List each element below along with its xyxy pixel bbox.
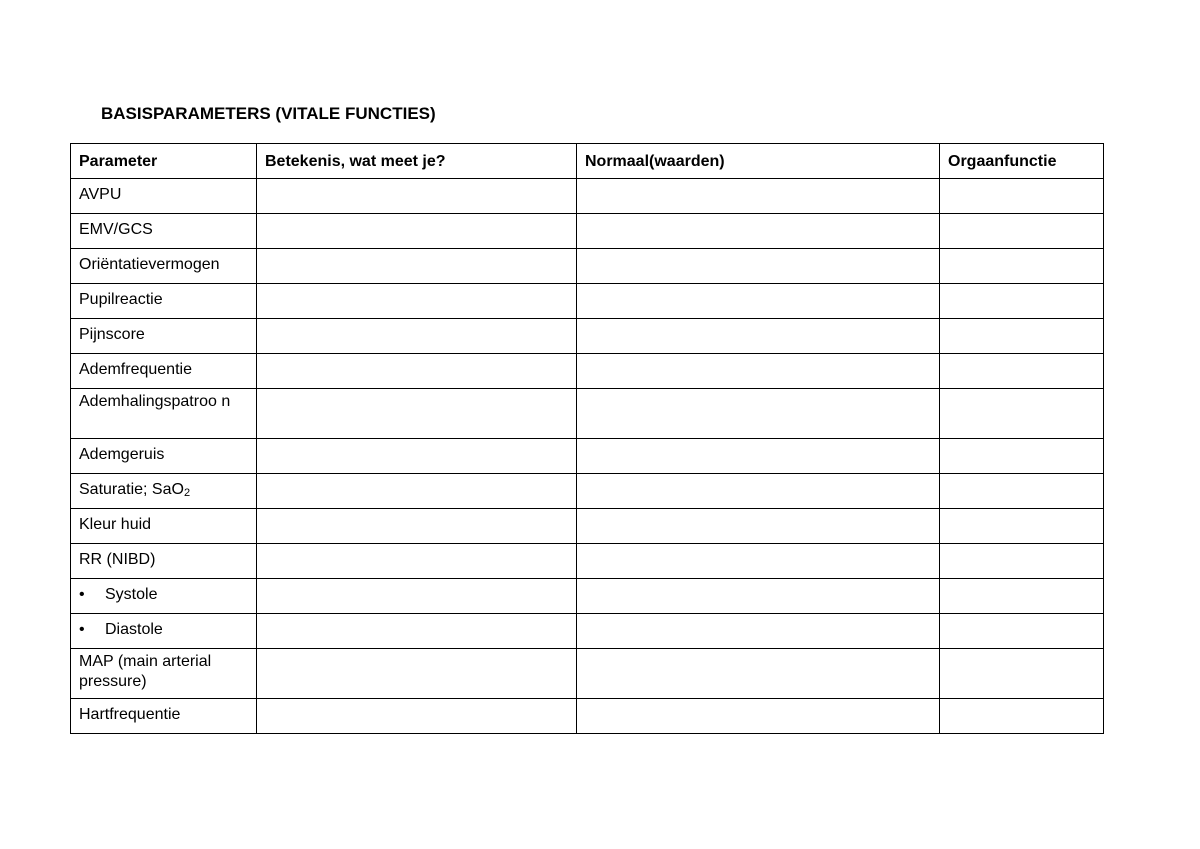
table-row (71, 179, 1104, 214)
parameter-cell: AVPU (71, 179, 257, 214)
orgaanfunctie-cell[interactable] (940, 544, 1104, 579)
betekenis-cell[interactable] (257, 579, 577, 614)
parameter-cell: MAP (main arterial pressure) (71, 649, 257, 699)
parameter-cell: Ademhalingspatroo n (71, 389, 257, 439)
betekenis-cell[interactable] (257, 354, 577, 389)
table-row (71, 284, 1104, 319)
table-row (71, 474, 1104, 509)
normaalwaarden-cell[interactable] (577, 474, 940, 509)
saturatie-subscript: 2 (183, 487, 191, 499)
parameter-cell: Ademgeruis (71, 439, 257, 474)
table-row (71, 214, 1104, 249)
orgaanfunctie-cell[interactable] (940, 439, 1104, 474)
parameter-cell: Oriëntatievermogen (71, 249, 257, 284)
normaalwaarden-cell[interactable] (577, 579, 940, 614)
parameter-cell: Kleur huid (71, 509, 257, 544)
orgaanfunctie-cell[interactable] (940, 649, 1104, 699)
betekenis-cell[interactable] (257, 649, 577, 699)
parameter-cell: Pupilreactie (71, 284, 257, 319)
table-row (71, 319, 1104, 354)
betekenis-cell[interactable] (257, 389, 577, 439)
parameter-cell: EMV/GCS (71, 214, 257, 249)
orgaanfunctie-cell[interactable] (940, 179, 1104, 214)
table-row (71, 389, 1104, 439)
betekenis-cell[interactable] (257, 249, 577, 284)
normaalwaarden-cell[interactable] (577, 249, 940, 284)
header-betekenis: Betekenis, wat meet je? (257, 144, 577, 179)
normaalwaarden-cell[interactable] (577, 389, 940, 439)
parameter-cell: Hartfrequentie (71, 699, 257, 734)
header-parameter: Parameter (71, 144, 257, 179)
betekenis-cell[interactable] (257, 614, 577, 649)
betekenis-cell[interactable] (257, 544, 577, 579)
table-header-row (71, 144, 1104, 179)
orgaanfunctie-cell[interactable] (940, 214, 1104, 249)
table-row (71, 614, 1104, 649)
normaalwaarden-cell[interactable] (577, 439, 940, 474)
normaalwaarden-cell[interactable] (577, 284, 940, 319)
orgaanfunctie-cell[interactable] (940, 699, 1104, 734)
table-row (71, 439, 1104, 474)
orgaanfunctie-cell[interactable] (940, 319, 1104, 354)
bullet-icon: • (79, 621, 85, 638)
orgaanfunctie-cell[interactable] (940, 614, 1104, 649)
normaalwaarden-cell[interactable] (577, 354, 940, 389)
table-row (71, 509, 1104, 544)
normaalwaarden-cell[interactable] (577, 699, 940, 734)
parameter-cell: Pijnscore (71, 319, 257, 354)
table-row (71, 579, 1104, 614)
orgaanfunctie-cell[interactable] (940, 354, 1104, 389)
normaalwaarden-cell[interactable] (577, 649, 940, 699)
table-row (71, 354, 1104, 389)
header-normaalwaarden: Normaal(waarden) (577, 144, 940, 179)
betekenis-cell[interactable] (257, 439, 577, 474)
parameter-cell (71, 474, 257, 509)
normaalwaarden-cell[interactable] (577, 614, 940, 649)
orgaanfunctie-cell[interactable] (940, 249, 1104, 284)
betekenis-cell[interactable] (257, 509, 577, 544)
orgaanfunctie-cell[interactable] (940, 509, 1104, 544)
orgaanfunctie-cell[interactable] (940, 474, 1104, 509)
betekenis-cell[interactable] (257, 319, 577, 354)
table-row (71, 649, 1104, 699)
betekenis-cell[interactable] (257, 284, 577, 319)
parameter-cell (71, 614, 257, 649)
parameters-table (70, 143, 1104, 734)
orgaanfunctie-cell[interactable] (940, 284, 1104, 319)
table-row (71, 699, 1104, 734)
orgaanfunctie-cell[interactable] (940, 579, 1104, 614)
orgaanfunctie-cell[interactable] (940, 389, 1104, 439)
parameter-cell (71, 579, 257, 614)
parameter-cell: RR (NIBD) (71, 544, 257, 579)
saturatie-label: Saturatie; SaO (79, 481, 184, 498)
systole-label: Systole (105, 586, 158, 603)
normaalwaarden-cell[interactable] (577, 509, 940, 544)
page-title: BASISPARAMETERS (VITALE FUNCTIES) (101, 104, 436, 123)
normaalwaarden-cell[interactable] (577, 319, 940, 354)
normaalwaarden-cell[interactable] (577, 544, 940, 579)
table-row (71, 249, 1104, 284)
normaalwaarden-cell[interactable] (577, 214, 940, 249)
table-row (71, 544, 1104, 579)
betekenis-cell[interactable] (257, 699, 577, 734)
normaalwaarden-cell[interactable] (577, 179, 940, 214)
betekenis-cell[interactable] (257, 214, 577, 249)
betekenis-cell[interactable] (257, 179, 577, 214)
header-orgaanfunctie: Orgaanfunctie (940, 144, 1104, 179)
bullet-icon: • (79, 586, 85, 603)
betekenis-cell[interactable] (257, 474, 577, 509)
parameter-cell: Ademfrequentie (71, 354, 257, 389)
diastole-label: Diastole (105, 621, 163, 638)
